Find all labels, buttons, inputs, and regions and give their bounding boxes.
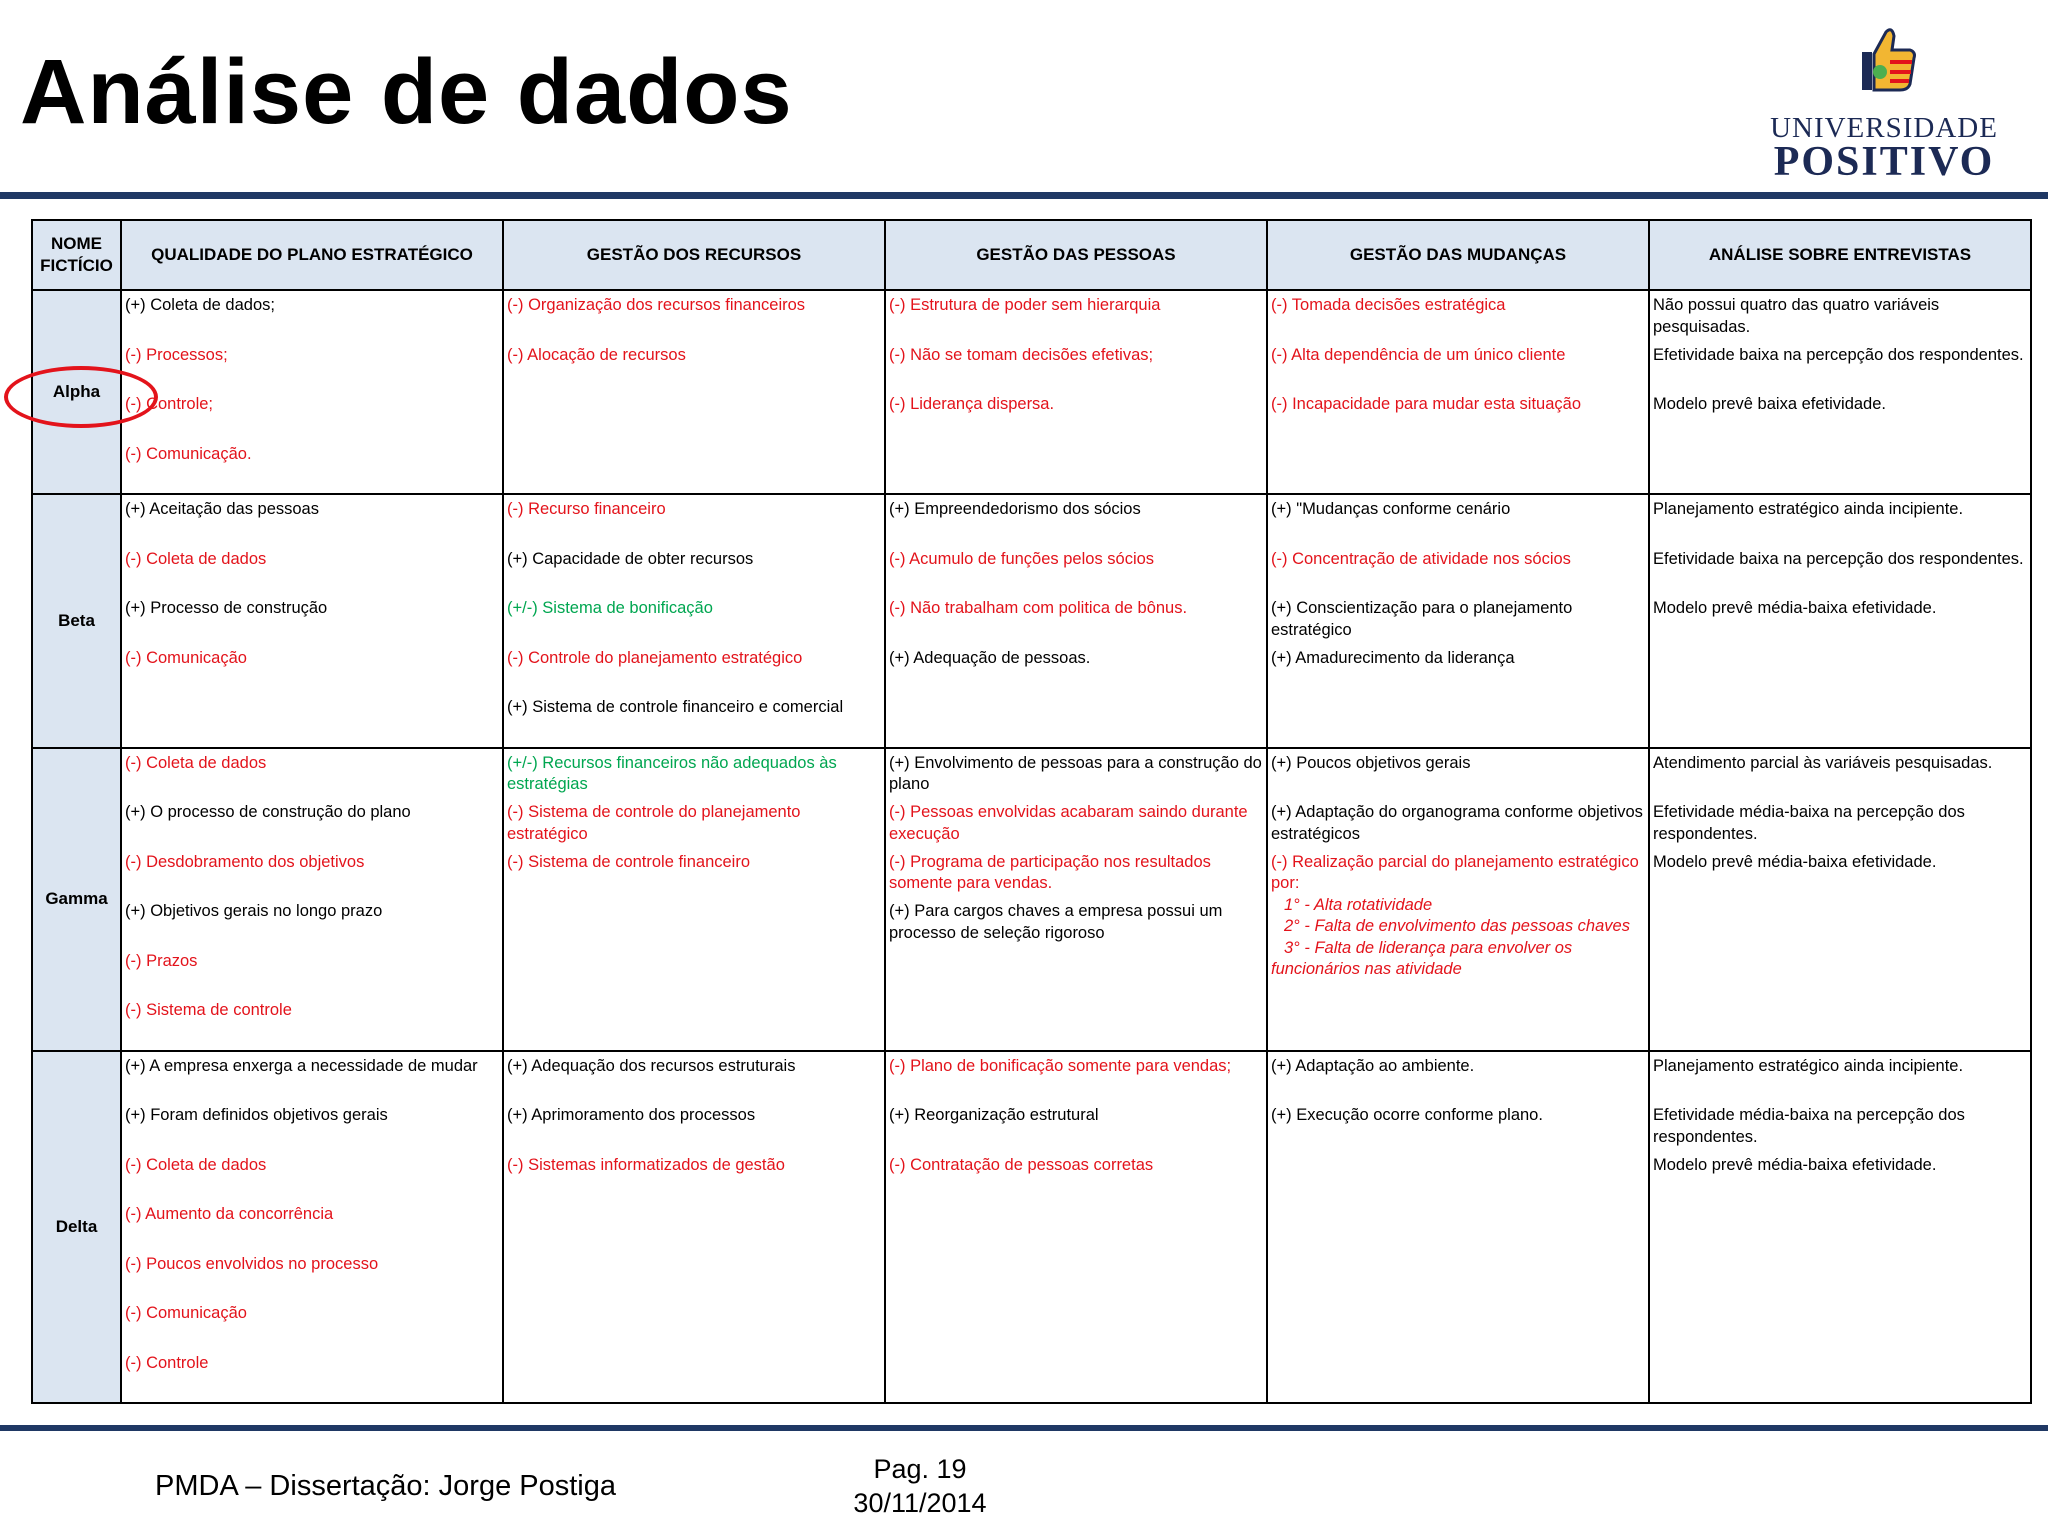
list-item: Efetividade média-baixa na percepção dos respondentes.	[1653, 803, 1965, 843]
list-item: (-) Recurso financeiro	[507, 500, 666, 518]
list-item: (-) Alocação de recursos	[507, 345, 686, 364]
header-pessoas: GESTÃO DAS PESSOAS	[885, 220, 1267, 290]
header-mudancas: GESTÃO DAS MUDANÇAS	[1267, 220, 1649, 290]
list-item: (-) Realização parcial do planejamento estratégico por:	[1271, 852, 1639, 892]
list-item: (+) Adequação de pessoas.	[889, 648, 1091, 667]
list-item: Efetividade baixa na percepção dos respondentes.	[1653, 345, 2024, 364]
list-item: (+) Empreendedorismo dos sócios	[889, 500, 1141, 518]
cell-mudancas	[1267, 748, 1649, 1051]
list-item: (-) Processos;	[125, 345, 228, 364]
cell-analise	[1649, 494, 2031, 748]
logo-line-1: UNIVERSIDADE	[1770, 112, 1998, 144]
header-analise: ANÁLISE SOBRE ENTREVISTAS	[1649, 220, 2031, 290]
list-item: (-) Coleta de dados	[125, 753, 267, 772]
list-item: (+) Amadurecimento da liderança	[1271, 648, 1515, 667]
list-item: (-) Desdobramento dos objetivos	[125, 852, 365, 871]
list-item: (+) Adequação dos recursos estruturais	[507, 1056, 796, 1075]
list-subitem: 3° - Falta de liderança para envolver os funcionários nas atividade	[1271, 938, 1573, 978]
slide-title: Análise de dados	[20, 41, 793, 143]
list-item: (+) Processo de construção	[125, 599, 328, 617]
list-item: (-) Controle;	[125, 395, 214, 413]
footer-date: 30/11/2014	[853, 1488, 987, 1518]
bottom-rule	[0, 1425, 2048, 1431]
table-row	[32, 494, 2031, 748]
list-item: Modelo prevê média-baixa efetividade.	[1653, 1155, 1937, 1174]
cell-analise	[1649, 748, 2031, 1051]
footer-page-info	[800, 1452, 1040, 1520]
thumbs-up-logo-icon	[1840, 22, 1920, 102]
list-item: Efetividade baixa na percepção dos respondentes.	[1653, 549, 2024, 568]
table-row	[32, 290, 2031, 494]
table-row	[32, 748, 2031, 1051]
list-item: (-) Controle	[125, 1353, 209, 1372]
header-qualidade: QUALIDADE DO PLANO ESTRATÉGICO	[121, 220, 503, 290]
list-item: (+) "Mudanças conforme cenário	[1271, 500, 1511, 518]
list-item: (+) Capacidade de obter recursos	[507, 549, 754, 568]
list-item: (-) Não trabalham com politica de bônus.	[889, 599, 1188, 617]
list-item: (-) Acumulo de funções pelos sócios	[889, 549, 1155, 568]
highlight-circle	[4, 366, 158, 428]
list-item: (+) Conscientização para o planejamento estratégico	[1271, 599, 1573, 639]
list-item: (-) Concentração de atividade nos sócios	[1271, 549, 1571, 568]
cell-mudancas	[1267, 1051, 1649, 1404]
list-item: (+) Poucos objetivos gerais	[1271, 753, 1471, 772]
list-item: (+) O processo de construção do plano	[125, 803, 411, 821]
cell-pessoas	[885, 1051, 1267, 1404]
list-item: (+) Sistema de controle financeiro e comercial	[507, 698, 844, 716]
cell-pessoas	[885, 494, 1267, 748]
cell-qualidade	[121, 494, 503, 748]
list-item: (-) Aumento da concorrência	[125, 1205, 334, 1223]
list-item: (+) Coleta de dados;	[125, 296, 275, 314]
cell-pessoas	[885, 290, 1267, 494]
list-subitem: 1° - Alta rotatividade	[1284, 895, 1433, 914]
list-item: (+) Para cargos chaves a empresa possui um processo de seleção rigoroso	[889, 902, 1223, 942]
list-item: (+) Aprimoramento dos processos	[507, 1106, 756, 1124]
list-item: (-) Sistema de controle financeiro	[507, 852, 751, 871]
list-item: (-) Estrutura de poder sem hierarquia	[889, 296, 1161, 314]
list-item: (-) Contratação de pessoas corretas	[889, 1155, 1154, 1174]
list-item: Efetividade média-baixa na percepção dos respondentes.	[1653, 1106, 1965, 1146]
list-item: (-) Coleta de dados	[125, 549, 267, 568]
list-item: Modelo prevê baixa efetividade.	[1653, 395, 1886, 413]
list-item: (+/-) Recursos financeiros não adequados às estratégias	[507, 753, 837, 793]
cell-analise	[1649, 290, 2031, 494]
analysis-table	[31, 219, 2032, 1404]
list-item: (-) Controle do planejamento estratégico	[507, 648, 803, 667]
row-name-alpha: Alpha	[32, 290, 121, 494]
list-item: (+) Envolvimento de pessoas para a construção do plano	[889, 753, 1262, 793]
cell-mudancas	[1267, 494, 1649, 748]
list-item: Modelo prevê média-baixa efetividade.	[1653, 599, 1937, 617]
page-number: Pag. 19	[873, 1454, 967, 1484]
list-item: (-) Programa de participação nos resultados somente para vendas.	[889, 852, 1211, 892]
list-subitem: 2° - Falta de envolvimento das pessoas chaves	[1284, 917, 1630, 935]
row-name-gamma: Gamma	[32, 748, 121, 1051]
list-item: (+) Adaptação do organograma conforme objetivos estratégicos	[1271, 803, 1643, 843]
list-item: (+/-) Sistema de bonificação	[507, 599, 713, 617]
list-item: (+) Adaptação ao ambiente.	[1271, 1056, 1475, 1075]
list-item: (-) Alta dependência de um único cliente	[1271, 345, 1566, 364]
list-item: (-) Sistemas informatizados de gestão	[507, 1155, 785, 1174]
list-item: (+) Execução ocorre conforme plano.	[1271, 1106, 1543, 1124]
university-logo	[1760, 22, 2000, 185]
list-item: (-) Poucos envolvidos no processo	[125, 1254, 379, 1273]
list-item: (+) Aceitação das pessoas	[125, 500, 319, 518]
list-item: (-) Plano de bonificação somente para vendas;	[889, 1056, 1232, 1075]
list-item: (-) Organização dos recursos financeiros	[507, 296, 806, 314]
cell-recursos	[503, 290, 885, 494]
cell-pessoas	[885, 748, 1267, 1051]
list-item: (-) Prazos	[125, 951, 198, 970]
list-item: (-) Sistema de controle	[125, 1001, 292, 1019]
row-name-beta: Beta	[32, 494, 121, 748]
list-item: (-) Coleta de dados	[125, 1155, 267, 1174]
cell-recursos	[503, 1051, 885, 1404]
cell-mudancas	[1267, 290, 1649, 494]
list-item: Planejamento estratégico ainda incipiente.	[1653, 1056, 1964, 1075]
table-header-row	[32, 220, 2031, 290]
list-item: (+) A empresa enxerga a necessidade de mudar	[125, 1056, 478, 1075]
list-item: (-) Tomada decisões estratégica	[1271, 296, 1506, 314]
cell-recursos	[503, 494, 885, 748]
list-item: (-) Pessoas envolvidas acabaram saindo durante execução	[889, 803, 1248, 843]
cell-qualidade	[121, 1051, 503, 1404]
list-item: Modelo prevê média-baixa efetividade.	[1653, 852, 1937, 871]
table-row	[32, 1051, 2031, 1404]
list-item: Atendimento parcial às variáveis pesquisadas.	[1653, 753, 1993, 772]
list-item: (+) Foram definidos objetivos gerais	[125, 1106, 388, 1124]
header-nome-ficticio: NOME FICTÍCIO	[32, 220, 121, 290]
list-item: Planejamento estratégico ainda incipiente.	[1653, 500, 1964, 518]
logo-line-2: POSITIVO	[1773, 139, 1995, 185]
row-name-delta: Delta	[32, 1051, 121, 1404]
list-item: (-) Não se tomam decisões efetivas;	[889, 345, 1154, 364]
footer-author: PMDA – Dissertação: Jorge Postiga	[155, 1470, 616, 1502]
list-item: (-) Comunicação	[125, 1304, 247, 1322]
top-rule	[0, 192, 2048, 199]
cell-recursos	[503, 748, 885, 1051]
list-item: (+) Objetivos gerais no longo prazo	[125, 902, 383, 920]
header-recursos: GESTÃO DOS RECURSOS	[503, 220, 885, 290]
list-item: Não possui quatro das quatro variáveis pesquisadas.	[1653, 296, 1940, 336]
cell-qualidade	[121, 290, 503, 494]
list-item: (-) Liderança dispersa.	[889, 395, 1055, 413]
cell-qualidade	[121, 748, 503, 1051]
cell-analise	[1649, 1051, 2031, 1404]
list-item: (-) Incapacidade para mudar esta situação	[1271, 395, 1582, 413]
list-item: (-) Comunicação	[125, 648, 247, 667]
list-item: (-) Sistema de controle do planejamento estratégico	[507, 803, 801, 843]
list-item: (+) Reorganização estrutural	[889, 1106, 1099, 1124]
list-item: (-) Comunicação.	[125, 444, 252, 463]
